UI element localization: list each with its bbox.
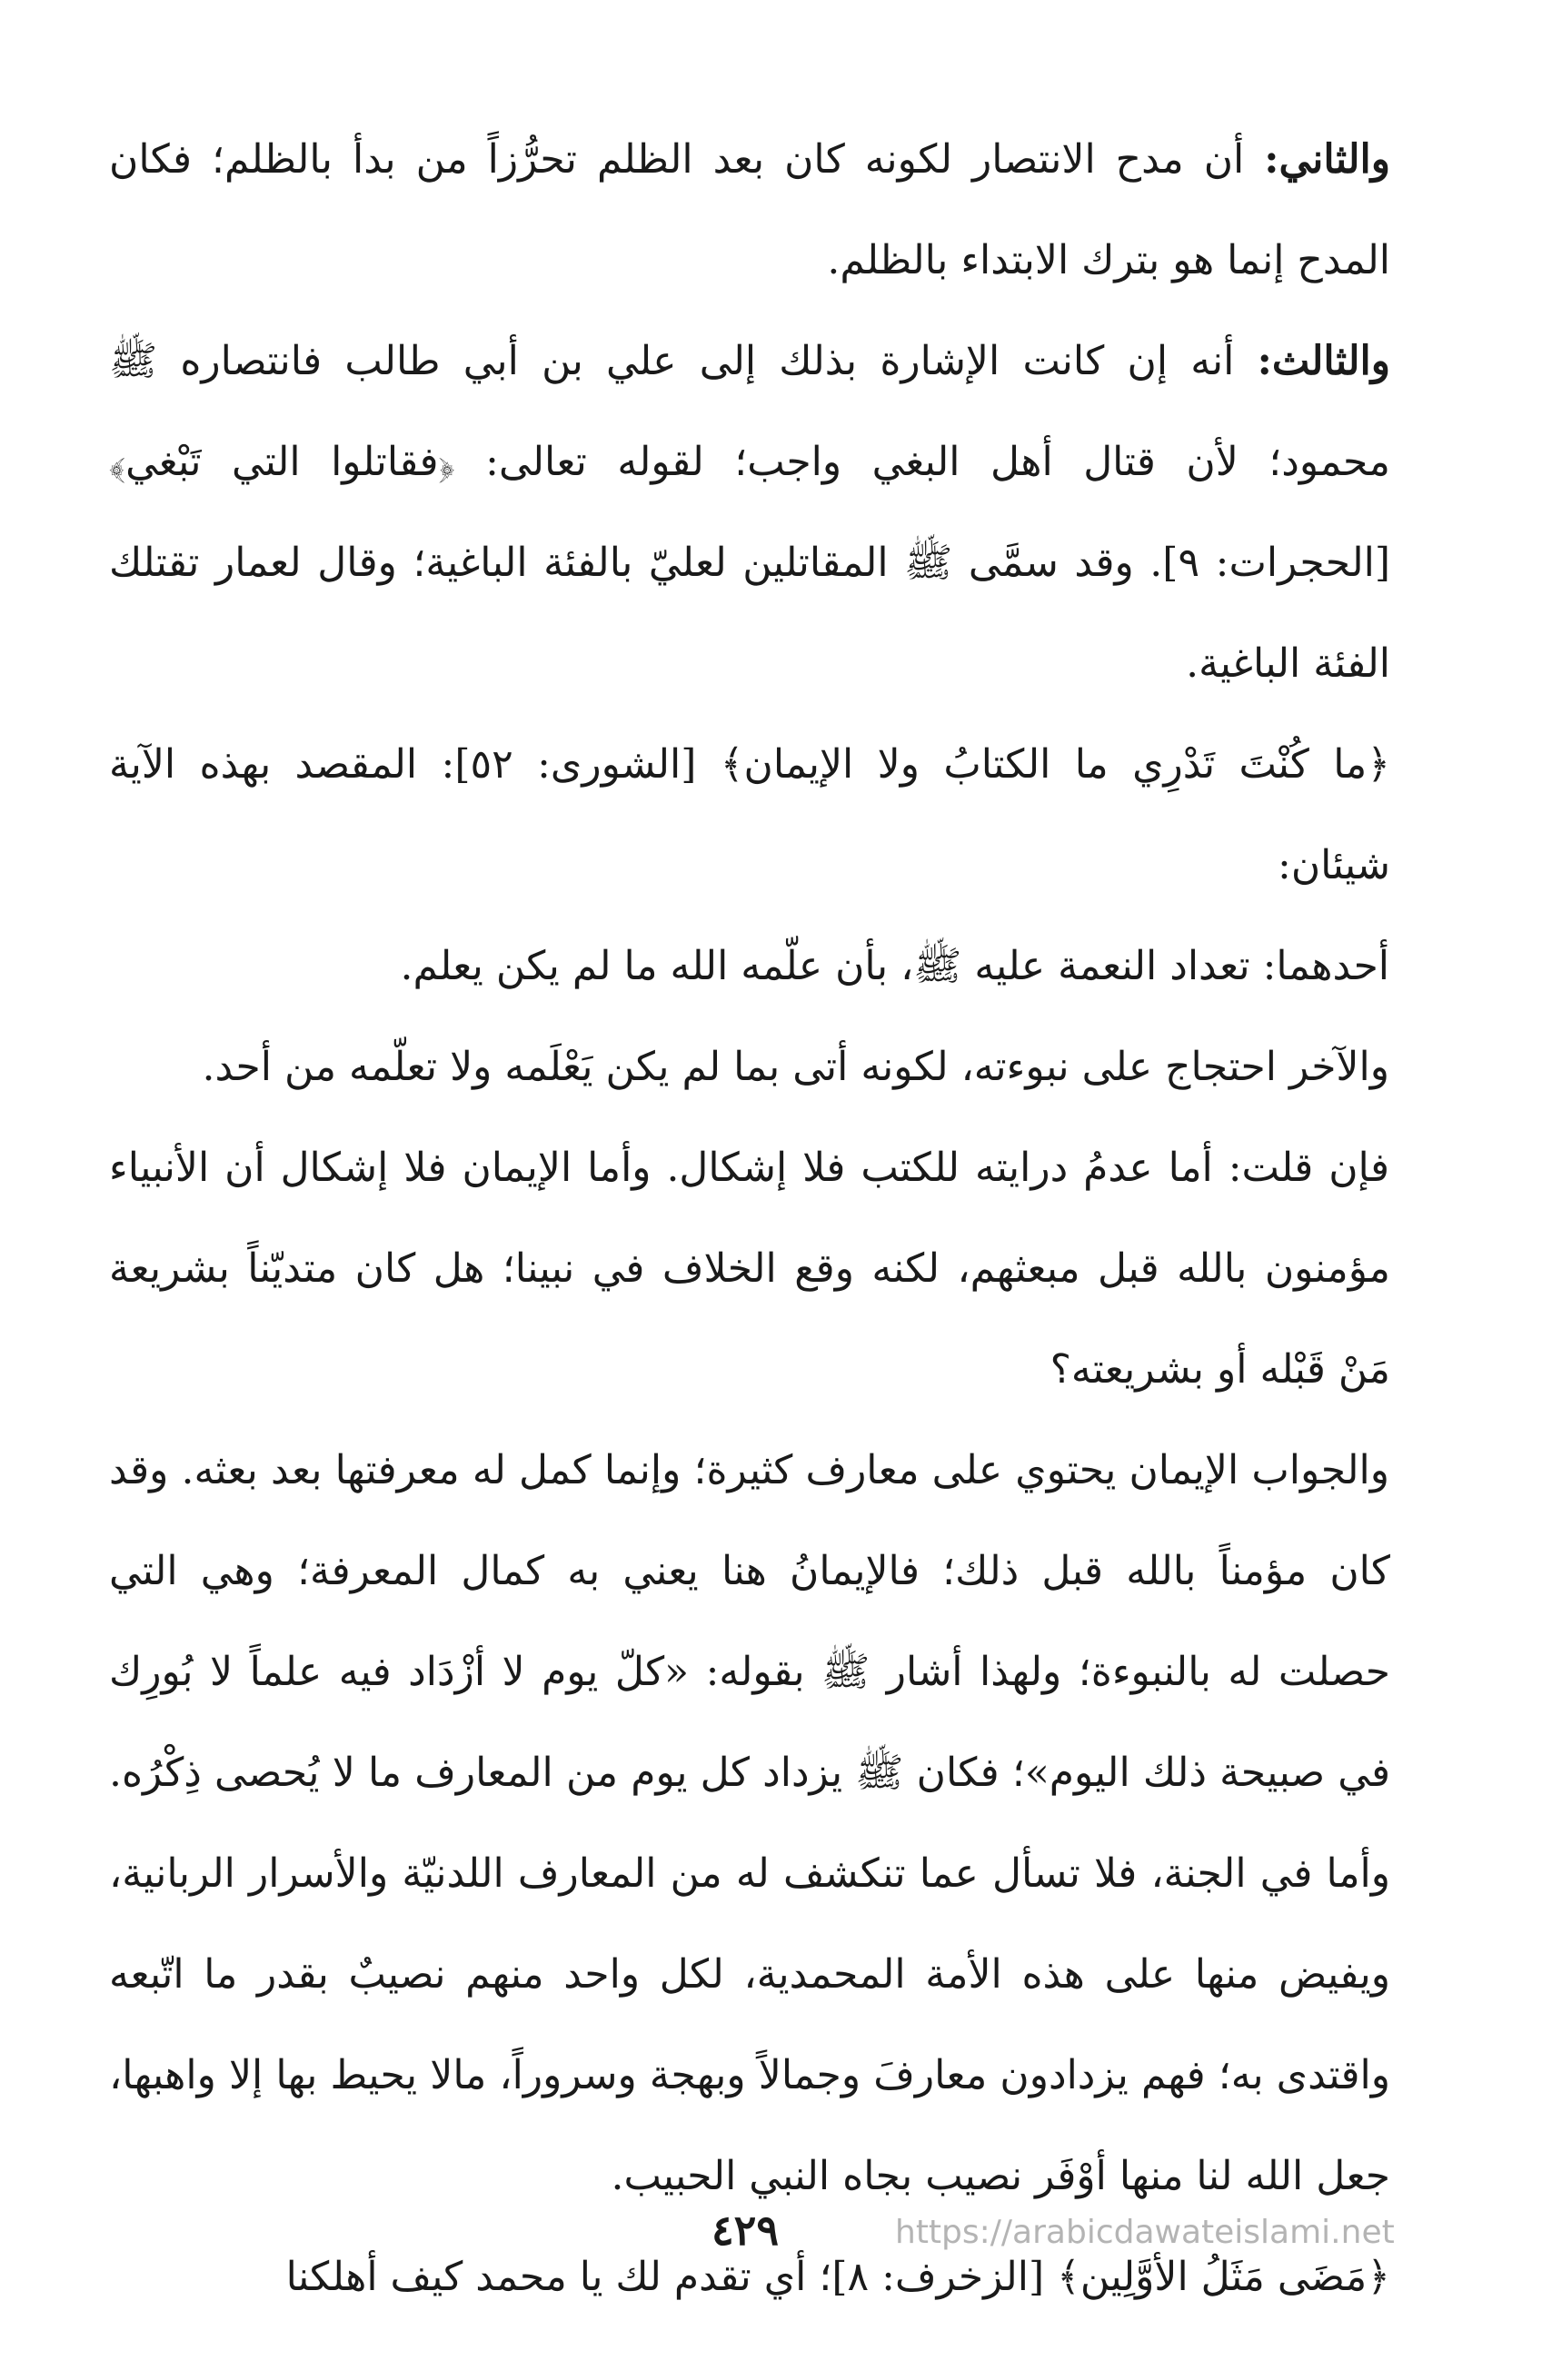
page-number: ٤٢٩ [711, 2206, 780, 2255]
paragraph-question [109, 1117, 1390, 1420]
paragraph-verse-shura [109, 714, 1390, 916]
paragraph-text: ﴿مَضَى مَثَلُ الأوَّلِين﴾ [الزخرف: ٨]؛ أي تقدم لك يا محمد كيف أهلكنا [285, 2254, 1390, 2300]
paragraph-text: ﴿ما كُنْتَ تَدْرِي ما الكتابُ ولا الإيمان﴾ [الشورى: ٥٢]: المقصد بهذه الآية شيئان: [109, 741, 1390, 888]
paragraph-text: فإن قلت: أما عدمُ درايته للكتب فلا إشكال. وأما الإيمان فلا إشكال أن الأنبياء مؤمنون بالله قبل مبعثهم، لكنه وقع الخلاف في نبينا؛ هل كان متديّناً بشريعة مَنْ قَبْله أو بشريعته؟ [109, 1145, 1390, 1393]
page-footer [0, 2198, 1552, 2262]
paragraph-lead: والثاني: [1264, 136, 1390, 183]
paragraph-first-aim [109, 916, 1390, 1016]
paragraph-second-aim [109, 1016, 1390, 1117]
paragraph-second-point [109, 109, 1390, 311]
page-body [109, 109, 1390, 2300]
paragraph-text: والآخر احتجاج على نبوءته، لكونه أتى بما لم يكن يَعْلَمه ولا تعلّمه من أحد. [202, 1044, 1389, 1090]
paragraph-text: والجواب الإيمان يحتوي على معارف كثيرة؛ وإنما كمل له معرفتها بعد بعثه. وقد كان مؤمناً بالله قبل ذلك؛ فالإيمانُ هنا يعني به كمال المعرفة؛ وهي التي حصلت له بالنبوءة؛ ولهذا أشار ﷺ بقوله: «كلّ يوم لا أزْدَاد فيه علماً لا بُورِك في صبيحة ذلك اليوم»؛ فكان ﷺ يزداد كل يوم من المعارف ما لا يُحصى ذِكْرُه. وأما في الجنة، فلا تسأل عما تنكشف له من المعارف اللدنيّة والأسرار الربانية، ويفيض منها على هذه الأمة المحمدية، لكل واحد منهم نصيبٌ بقدر ما اتّبعه واقتدى به؛ فهم يزدادون معارفَ وجمالاً وبهجة وسروراً، مالا يحيط بها إلا واهبها، جعل الله لنا منها أوْفَر نصيب بجاه النبي الحبيب. [109, 1447, 1390, 2199]
paragraph-third-point [109, 311, 1390, 714]
paragraph-text: أنه إن كانت الإشارة بذلك إلى علي بن أبي طالب فانتصاره ﷺ محمود؛ لأن قتال أهل البغي واجب؛ لقوله تعالى: ﴿فقاتلوا التي تَبْغي﴾ [الحجرات: ٩]. وقد سمَّى ﷺ المقاتلين لعليّ بالفئة الباغية؛ وقال لعمار تقتلك الفئة الباغية. [109, 338, 1390, 687]
paragraph-lead: والثالث: [1257, 338, 1390, 384]
paragraph-text: أن مدح الانتصار لكونه كان بعد الظلم تحرُّزاً من بدأ بالظلم؛ فكان المدح إنما هو بترك الابتداء بالظلم. [109, 136, 1390, 283]
paragraph-answer [109, 1420, 1390, 2226]
watermark-url: https://arabicdawateislami.net [895, 2214, 1395, 2251]
paragraph-text: أحدهما: تعداد النعمة عليه ﷺ، بأن علّمه الله ما لم يكن يعلم. [400, 943, 1389, 989]
